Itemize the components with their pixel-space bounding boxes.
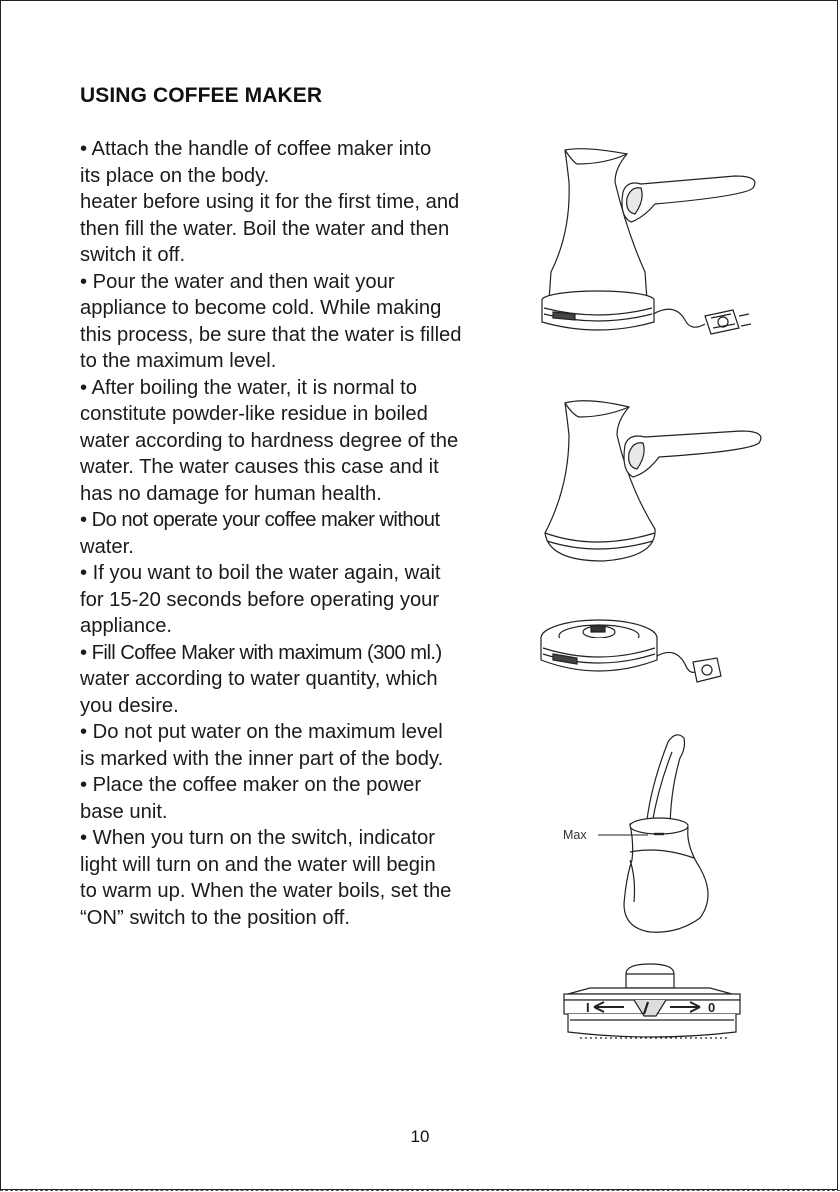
text-line: has no damage for human health. (80, 482, 382, 505)
coffee-maker-on-base-illustration (535, 142, 765, 347)
text-line: • Pour the water and then wait your (80, 270, 395, 293)
coffee-pot-illustration (535, 395, 770, 565)
text-line: appliance to become cold. While making (80, 297, 442, 319)
text-line: constitute powder-like residue in boiled (80, 403, 428, 425)
text-line: • Do not put water on the maximum level (80, 721, 443, 743)
max-level-illustration (590, 728, 730, 938)
text-line: water according to water quantity, which (80, 668, 438, 690)
text-line: for 15-20 seconds before operating your (80, 588, 440, 611)
text-line: appliance. (80, 615, 173, 637)
text-line: • Fill Coffee Maker with maximum (300 ml.) (80, 641, 442, 664)
text-line: this process, be sure that the water is filled (80, 323, 462, 346)
text-line: • Place the coffee maker on the power (80, 774, 422, 796)
bottom-divider (0, 1190, 840, 1191)
text-line: • If you want to boil the water again, wait (80, 562, 441, 584)
instructions-text (80, 136, 540, 931)
text-line: water according to hardness degree of the (80, 429, 459, 452)
switch-base-illustration (560, 960, 750, 1050)
page-number: 10 (410, 1127, 430, 1146)
text-line: “ON” switch to the position off. (80, 906, 351, 929)
text-line: heater before using it for the first time, and (80, 191, 460, 213)
text-line: then fill the water. Boil the water and then (80, 217, 450, 240)
text-line: • When you turn on the switch, indicator (80, 827, 435, 849)
text-line: • Do not operate your coffee maker without (80, 509, 440, 531)
switch-on-label: I (586, 1000, 590, 1015)
text-line: switch it off. (80, 244, 186, 266)
text-line: is marked with the inner part of the body. (80, 747, 444, 770)
power-base-illustration (535, 610, 725, 705)
max-level-label: Max (563, 828, 587, 842)
text-line: its place on the body. (80, 164, 270, 187)
text-line: • Attach the handle of coffee maker into (80, 138, 432, 160)
text-line: water. (80, 535, 134, 558)
text-line: base unit. (80, 800, 168, 823)
text-line: water. The water causes this case and it (80, 456, 439, 478)
text-line: • After boiling the water, it is normal to (80, 376, 417, 399)
text-line: to warm up. When the water boils, set the (80, 880, 452, 902)
text-line: to the maximum level. (80, 350, 277, 372)
text-line: you desire. (80, 694, 179, 717)
switch-off-label: 0 (708, 1000, 716, 1015)
page-title: USING COFFEE MAKER (80, 84, 323, 107)
text-line: light will turn on and the water will begin (80, 853, 436, 876)
